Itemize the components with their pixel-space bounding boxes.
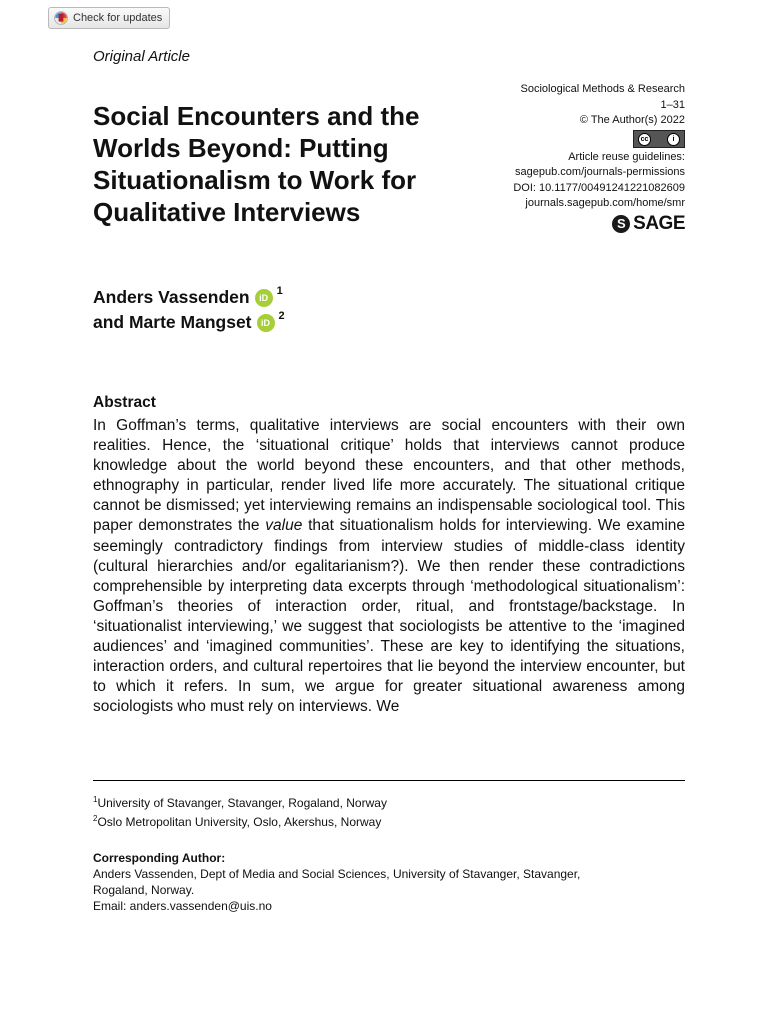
cc-by-license-icon[interactable]: [633, 130, 685, 148]
article-type: Original Article: [93, 48, 190, 65]
affiliation-text: University of Stavanger, Stavanger, Rogaland, Norway: [97, 796, 387, 810]
doi-link[interactable]: DOI: 10.1177/00491241221082609: [513, 181, 685, 194]
corresponding-address-line1: Anders Vassenden, Dept of Media and Social Sciences, University of Stavanger, Stavanger,: [93, 867, 581, 881]
abstract-text-part1: In Goffman’s terms, qualitative interviews are social encounters with their own realities. Hence, the ‘situational critique’ holds that interviews cannot produce knowledge about the world beyond these encounters, and that other methods, ethnography in particular, render lived life more accurately. The situational critique cannot be dismissed; yet interviewing remains an indispensable sociological tool. This paper demonstrates the: [93, 417, 685, 535]
footnotes: [93, 792, 693, 914]
affiliation-2: [93, 811, 693, 830]
abstract-emphasis: value: [265, 517, 303, 535]
affiliation-mark: 2: [93, 814, 98, 823]
corresponding-address-line2: Rogaland, Norway.: [93, 883, 195, 897]
author-name: Anders Vassenden: [93, 287, 250, 307]
affiliation-mark: 1: [93, 795, 98, 804]
corresponding-email[interactable]: Email: anders.vassenden@uis.no: [93, 899, 272, 913]
copyright-line: © The Author(s) 2022: [579, 114, 685, 126]
sage-logo-text: SAGE: [633, 212, 685, 234]
abstract-heading: Abstract: [93, 394, 156, 411]
check-for-updates-button[interactable]: [48, 7, 170, 29]
abstract-text-part2: that situationalism holds for interviewing. We examine seemingly contradictory findings from interview studies of middle-class identity (cultural hierarchies and/or egalitarianism?). We then render these contradictions comprehensible by interpreting data excerpts through ‘methodological situationalism’: Goffman’s theories of interaction order, ritual, and frontstage/backstage. In ‘situationalist interviewing,’ we suggest that sociologists be attentive to the ‘imagined audiences’ and ‘imagined communities’. These are key to identifying the situations, interaction orders, and cultural repertoires that lie beyond the interview encounter, but to which it refers. In sum, we argue for greater situational awareness among sociologists who must rely on interviews. We: [93, 517, 686, 716]
footnote-divider: [93, 780, 685, 781]
article-title: Social Encounters and the Worlds Beyond: Putting Situationalism to Work for Qualitative Interviews: [93, 101, 420, 227]
affiliation-text: Oslo Metropolitan University, Oslo, Akershus, Norway: [97, 815, 382, 829]
reuse-guidelines-link[interactable]: sagepub.com/journals-permissions: [515, 166, 685, 178]
page-range: 1–31: [660, 98, 685, 111]
cc-badge-left: cc: [638, 133, 651, 146]
sage-logo-mark: S: [612, 215, 630, 233]
check-for-updates-label: Check for updates: [73, 12, 163, 24]
journal-homepage-link[interactable]: journals.sagepub.com/home/smr: [525, 197, 685, 209]
affiliation-mark: 1: [276, 285, 283, 297]
abstract-body: [93, 416, 685, 717]
author-1: [93, 285, 285, 310]
affiliation-mark: 2: [278, 310, 285, 322]
affiliation-1: [93, 792, 693, 811]
author-name: and Marte Mangset: [93, 312, 252, 332]
corresponding-author-heading: Corresponding Author:: [93, 851, 226, 865]
journal-name: Sociological Methods & Research: [520, 83, 685, 95]
author-list: [93, 285, 285, 335]
crossmark-icon: [54, 11, 68, 25]
author-2: [93, 310, 285, 335]
orcid-icon[interactable]: iD: [257, 314, 275, 332]
reuse-guidelines-label: Article reuse guidelines:: [568, 150, 685, 163]
orcid-icon[interactable]: iD: [255, 289, 273, 307]
cc-badge-right: i: [667, 133, 680, 146]
